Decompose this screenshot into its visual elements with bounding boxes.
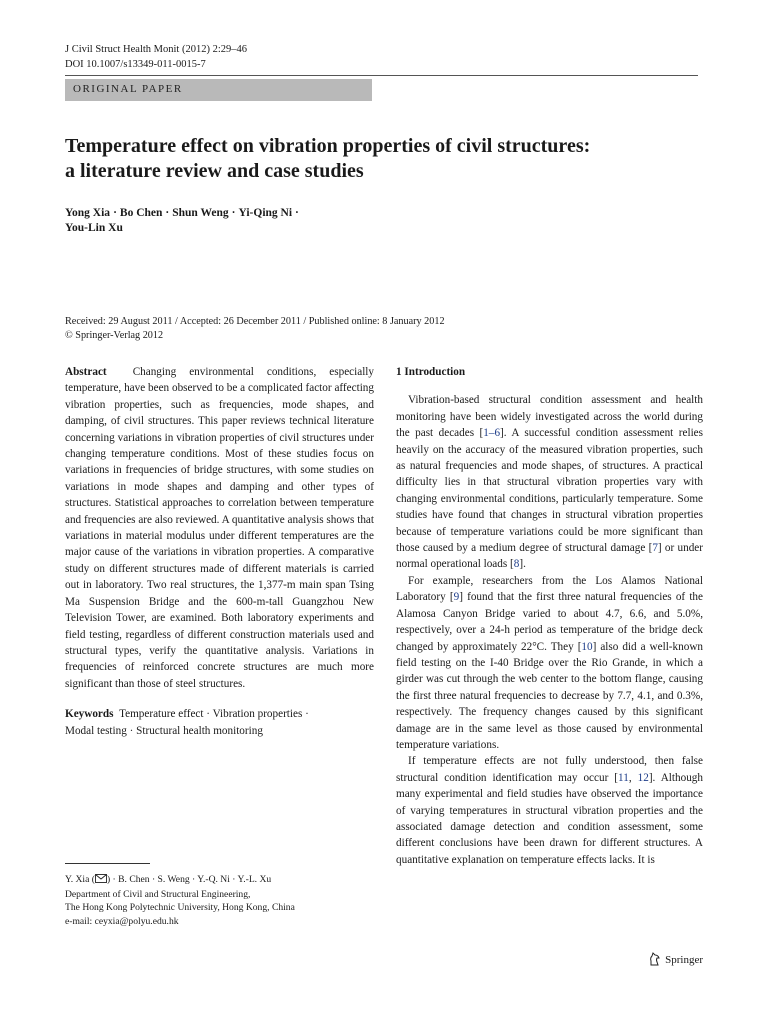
left-column (65, 364, 374, 739)
author-affiliation-footnote (65, 873, 375, 928)
intro-paragraph-3 (396, 753, 703, 868)
publication-dates: Received: 29 August 2011 / Accepted: 26 December 2011 / Published online: 8 January 2012 © Springer-Verlag 2012 (65, 316, 445, 341)
citation-link[interactable]: 7 (652, 542, 658, 555)
keywords (65, 706, 374, 739)
journal-header (65, 42, 247, 72)
footnote-email: e-mail: ceyxia@polyu.edu.hk (65, 915, 179, 927)
title-line-1: Temperature effect on vibration properties of civil structures: (65, 135, 591, 157)
section-heading-introduction: 1 Introduction (396, 366, 466, 378)
footnote-authors-rest: ) · B. Chen · S. Weng · Y.-Q. Ni · Y.-L. Xu (106, 874, 272, 885)
copyright-notice: © Springer-Verlag 2012 (65, 330, 164, 341)
journal-doi: DOI 10.1007/s13349-011-0015-7 (65, 59, 206, 70)
accepted-date: Accepted: 26 December 2011 (179, 316, 301, 327)
title-line-2: a literature review and case studies (65, 160, 364, 182)
author-name: Shun Weng (172, 207, 229, 219)
keywords-line-2: Modal testing · Structural health monitoring (65, 724, 263, 737)
springer-horse-icon (648, 951, 661, 969)
article-type-label: ORIGINAL PAPER (73, 83, 183, 95)
author-separator: · (113, 207, 117, 219)
author-separator: · (295, 207, 299, 219)
paragraph-text: For example, researchers from the Los Alamos National Laboratory [ (396, 574, 703, 604)
author-name: Yi-Qing Ni (238, 207, 293, 219)
paragraph-text: If temperature effects are not fully understood, then false structural condition identification may occur [ (396, 755, 703, 784)
paragraph-text: ] or under normal operational loads [ (396, 542, 703, 571)
abstract-label: Abstract (65, 366, 107, 378)
article-type-badge (65, 79, 372, 101)
author-separator: · (165, 207, 170, 219)
citation-link[interactable]: 12 (637, 771, 649, 784)
paper-title (65, 134, 705, 184)
footnote-department: Department of Civil and Structural Engineering, (65, 888, 251, 900)
citation-link[interactable]: 10 (581, 640, 593, 653)
paragraph-text: Vibration-based structural condition assessment and health monitoring have been widely investigated across the world during the past decades [ (396, 394, 703, 440)
keywords-line-1: Temperature effect · Vibration properties · (119, 708, 309, 721)
author-name: Yong Xia (65, 207, 111, 219)
author-list (65, 206, 465, 236)
citation-link[interactable]: 8 (513, 558, 520, 571)
publisher-name: Springer (665, 954, 703, 966)
paragraph-text: ] found that the first three natural frequencies of the Alamosa Canyon Bridge varied to about 4.7, 6.6, and 5.0%, respectively, over a 24-h period as temperature of the bridge deck changed by approximately 22°C. They [ (396, 591, 703, 653)
abstract (65, 364, 374, 692)
citation-link[interactable]: 9 (453, 591, 460, 604)
paragraph-text: , (628, 771, 638, 784)
abstract-text: Changing environmental conditions, especially temperature, have been observed to be a complicated factor affecting vibration properties, such as frequencies, mode shapes, and damping, of civil structures. This paper reviews technical literature concerning variations in vibration properties of civil structures under changing temperature conditions. Most of these studies focus on variations in frequencies of bridge structures, with some studies on variations in mode shapes and damping and other types of structures. Statistical approaches to correlation between temperature and frequencies are also reviewed. A quantitative analysis shows that variations in material modulus under different temperatures are the major cause of the variations in vibration properties. A comparative study on different structures made of different materials is carried out in laboratory. Two real structures, the 1,377-m main span Tsing Ma Suspension Bridge and the 600-m-tall Guangzhou New Television Tower, are examined. Both laboratory experiments and field testing, regardless of different construction materials used and structural types, verify the quantitative analysis. Variations in frequencies of reinforced concrete structures are much more significant than those of steel structures. (65, 366, 375, 690)
publisher-mark (648, 951, 703, 969)
email-envelope-icon (95, 874, 107, 888)
footnote-university: The Hong Kong Polytechnic University, Hong Kong, China (65, 902, 295, 914)
footnote-authors-start: Y. Xia ( (65, 874, 95, 885)
citation-link[interactable]: 1–6 (483, 427, 501, 440)
paragraph-text: ]. A successful condition assessment relies heavily on the accuracy of the measured vibration properties, such as natural frequencies and mode shapes, of structures. A practical difficulty lies in that structural vibration properties vary with changing environmental conditions, particularly temperature. Some studies have found that changes in structural vibration properties because of temperature variations could be more significant than those caused by a medium degree of structural damage [ (396, 427, 703, 555)
received-date: Received: 29 August 2011 (65, 316, 173, 327)
paragraph-text: ]. (519, 558, 526, 571)
citation-link[interactable]: 11 (618, 771, 629, 784)
author-name: You-Lin Xu (65, 222, 123, 234)
footnote-rule (65, 863, 150, 864)
right-column (396, 364, 703, 868)
journal-citation: J Civil Struct Health Monit (2012) 2:29–46 (65, 44, 247, 55)
author-name: Bo Chen (119, 207, 163, 219)
author-separator: · (231, 207, 236, 219)
keywords-label: Keywords (65, 708, 114, 721)
paragraph-text: ]. Although many experimental and field studies have observed the importance of varying temperatures in structural vibration properties and the associated damage detection and condition assessment, some different conclusions have been drawn for different structures. A quantitative explanation on temperature effects lacks. It is (396, 771, 703, 866)
intro-paragraph-1 (396, 392, 703, 572)
header-rule (65, 75, 698, 76)
published-date: Published online: 8 January 2012 (308, 316, 445, 327)
paragraph-text: ] also did a well-known field testing on the I-40 Bridge over the Rio Grande, in which a girder was cut through the web center to the bottom flange, causing the first three natural frequencies to decrease by 7.7, 4.1, and 0.3%, respectively. The frequency changes caused by this significant damage are in the same level as those caused by environmental temperature variations. (396, 640, 703, 751)
intro-paragraph-2 (396, 573, 703, 753)
